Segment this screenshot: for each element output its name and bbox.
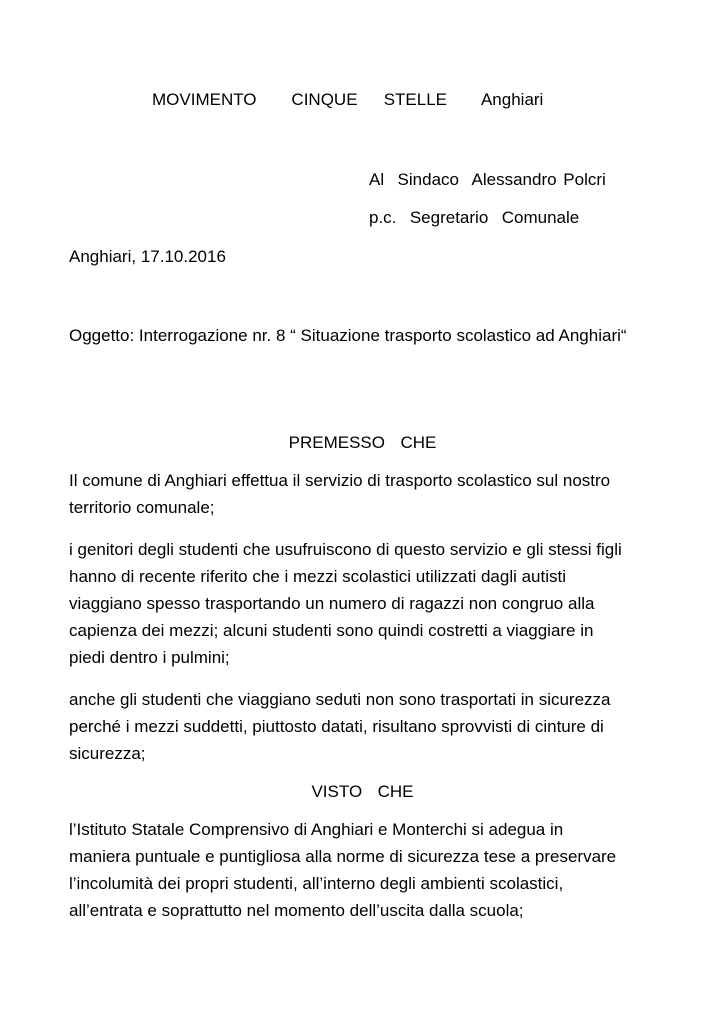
- document-heading: MOVIMENTO CINQUE STELLE Anghiari: [152, 90, 544, 109]
- paragraph-visto-1: [69, 816, 659, 924]
- paragraph-line: l’incolumità dei propri studenti, all’interno degli ambienti scolastici,: [69, 874, 564, 893]
- paragraph-line: maniera puntuale e puntigliosa alla norme di sicurezza tese a preservare: [69, 847, 617, 866]
- recipient-mayor: Al Sindaco Alessandro Polcri: [369, 170, 606, 189]
- paragraph-premesso-1: [69, 467, 659, 521]
- paragraph-line: capienza dei mezzi; alcuni studenti sono quindi costretti a viaggiare in: [69, 621, 594, 640]
- paragraph-line: all’entrata e soprattutto nel momento dell’uscita dalla scuola;: [69, 901, 524, 920]
- paragraph-premesso-2: [69, 536, 659, 671]
- section-title-premesso: PREMESSO CHE: [288, 433, 437, 452]
- paragraph-line: viaggiano spesso trasportando un numero di ragazzi non congruo alla: [69, 594, 595, 613]
- paragraph-line: anche gli studenti che viaggiano seduti non sono trasportati in sicurezza: [69, 690, 611, 709]
- document-date: Anghiari, 17.10.2016: [69, 247, 226, 266]
- paragraph-line: sicurezza;: [69, 744, 146, 763]
- paragraph-line: Il comune di Anghiari effettua il servizio di trasporto scolastico sul nostro: [69, 471, 611, 490]
- paragraph-line: territorio comunale;: [69, 498, 215, 517]
- document-subject: Oggetto: Interrogazione nr. 8 “ Situazione trasporto scolastico ad Anghiari“: [69, 326, 627, 345]
- paragraph-line: hanno di recente riferito che i mezzi scolastici utilizzati dagli autisti: [69, 567, 567, 586]
- section-title-visto: VISTO CHE: [311, 782, 414, 801]
- paragraph-line: piedi dentro i pulmini;: [69, 648, 230, 667]
- paragraph-line: l’Istituto Statale Comprensivo di Anghiari e Monterchi si adegua in: [69, 820, 564, 839]
- paragraph-premesso-3: [69, 686, 659, 767]
- recipient-secretary: p.c. Segretario Comunale: [369, 208, 580, 227]
- paragraph-line: i genitori degli studenti che usufruiscono di questo servizio e gli stessi figli: [69, 540, 622, 559]
- paragraph-line: perché i mezzi suddetti, piuttosto datati, risultano sprovvisti di cinture di: [69, 717, 604, 736]
